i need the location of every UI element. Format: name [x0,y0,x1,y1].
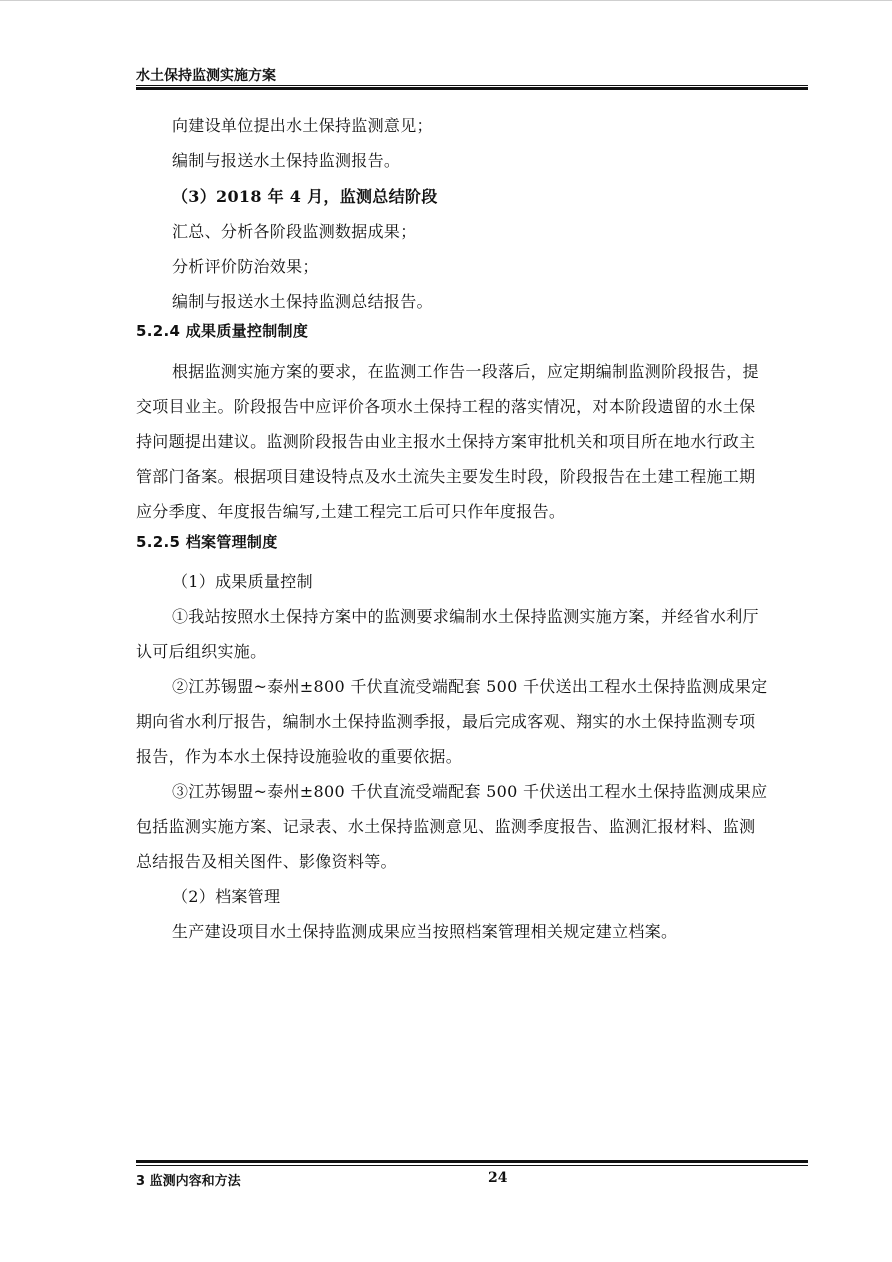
paragraph-line: ①我站按照水土保持方案中的监测要求编制水土保持监测实施方案，并经省水利厅 [172,607,759,626]
text-line: 编制与报送水土保持监测报告。 [172,151,401,170]
footer-rule-thin [136,1165,808,1166]
paragraph-line: 应分季度、年度报告编写,土建工程完工后可只作年度报告。 [136,502,566,521]
subheading: （1）成果质量控制 [172,572,313,591]
text-line: 向建设单位提出水土保持监测意见； [172,116,433,135]
text-line: 汇总、分析各阶段监测数据成果； [172,222,417,241]
paragraph-line: 根据监测实施方案的要求，在监测工作告一段落后，应定期编制监测阶段报告，提 [172,362,759,381]
paragraph-line: 交项目业主。阶段报告中应评价各项水土保持工程的落实情况，对本阶段遗留的水土保 [136,397,756,416]
paragraph-line: 管部门备案。根据项目建设特点及水土流失主要发生时段，阶段报告在土建工程施工期 [136,467,756,486]
section-heading-5-2-5: 5.2.5 档案管理制度 [136,533,278,551]
header-title: 水土保持监测实施方案 [136,68,276,84]
section-heading-5-2-4: 5.2.4 成果质量控制制度 [136,322,309,340]
paragraph-line: 认可后组织实施。 [136,642,267,661]
text-line: 分析评价防治效果； [172,257,319,276]
footer-rule-thick [136,1160,808,1163]
footer-section-title: 3 监测内容和方法 [136,1174,241,1189]
text-line: 编制与报送水土保持监测总结报告。 [172,292,433,311]
stage-heading: （3）2018 年 4 月，监测总结阶段 [172,187,438,206]
paragraph-line: 包括监测实施方案、记录表、水土保持监测意见、监测季度报告、监测汇报材料、监测 [136,817,756,836]
subheading: （2）档案管理 [172,887,281,906]
paragraph-line: ③江苏锡盟~泰州±800 千伏直流受端配套 500 千伏送出工程水土保持监测成果应 [172,782,768,801]
paragraph-line: 持问题提出建议。监测阶段报告由业主报水土保持方案审批机关和项目所在地水行政主 [136,432,756,451]
paragraph-line: ②江苏锡盟~泰州±800 千伏直流受端配套 500 千伏送出工程水土保持监测成果定 [172,677,768,696]
page-number: 24 [488,1170,508,1186]
paragraph-line: 生产建设项目水土保持监测成果应当按照档案管理相关规定建立档案。 [172,922,678,941]
paragraph-line: 总结报告及相关图件、影像资料等。 [136,852,397,871]
paragraph-line: 报告，作为本水土保持设施验收的重要依据。 [136,747,463,766]
paragraph-line: 期向省水利厅报告，编制水土保持监测季报，最后完成客观、翔实的水土保持监测专项 [136,712,756,731]
page-top-border [0,0,892,1]
header-rule-thin [136,85,808,86]
header-rule-thick [136,87,808,90]
